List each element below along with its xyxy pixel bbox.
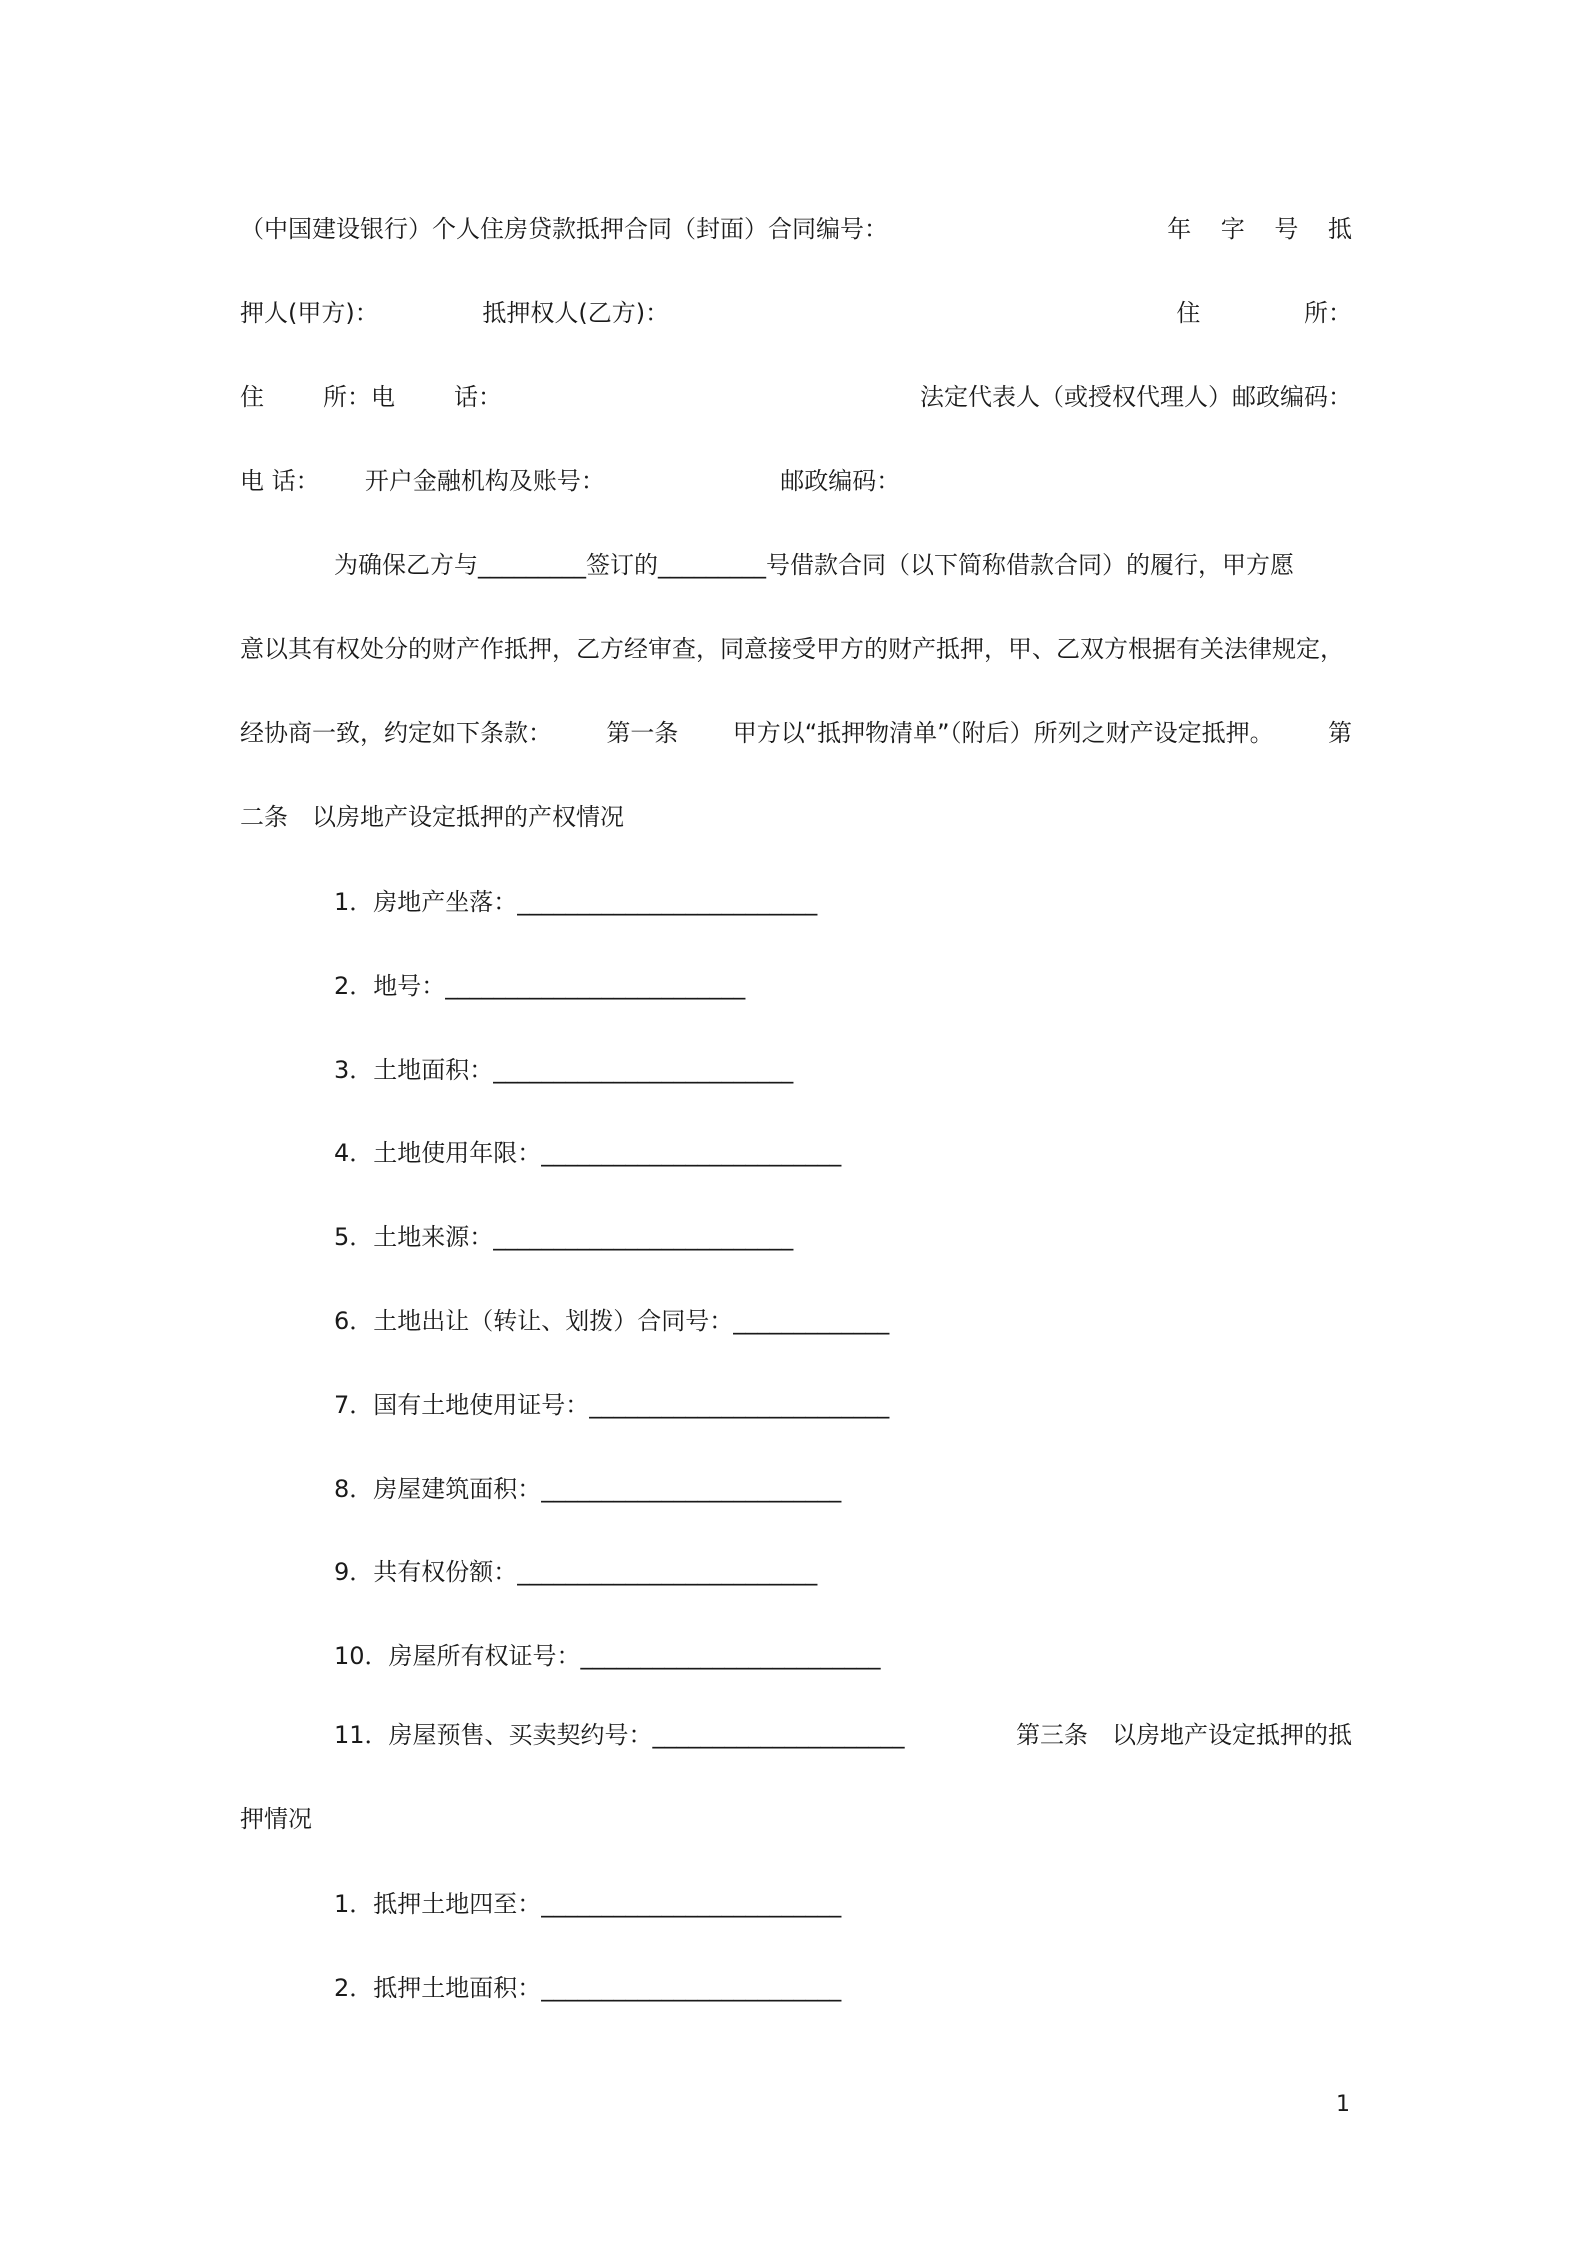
contact-line <box>240 380 1352 414</box>
item-11: 11．房屋预售、买卖契约号：_____________________ <box>334 1721 905 1749</box>
list-item: 1．房地产坐落：_________________________ <box>334 888 818 916</box>
list-item: 2．抵押土地面积：_________________________ <box>334 1974 842 2002</box>
article-3-heading: 第三条 以房地产设定抵押的抵 <box>1016 1721 1352 1749</box>
list-item: 6．土地出让（转让、划拨）合同号：_____________ <box>334 1307 890 1335</box>
intro-line-1: 为确保乙方与_________签订的_________号借款合同（以下简称借款合同）的履行，甲方愿 <box>334 551 1294 579</box>
postcode-label: 邮政编码： <box>780 467 901 495</box>
list-item: 10．房屋所有权证号：_________________________ <box>334 1642 881 1670</box>
item-11-line <box>334 1718 1352 1752</box>
address-label-a: 住 <box>1176 299 1201 327</box>
intro-line-3-a: 经协商一致，约定如下条款： <box>240 719 552 747</box>
bank-account-label: 开户金融机构及账号： <box>364 467 605 495</box>
mortgagor-label: 押人(甲方)： <box>240 299 379 327</box>
page-number: 1 <box>1336 2092 1350 2117</box>
intro-line-2: 意以其有权处分的财产作抵押，乙方经审查，同意接受甲方的财产抵押，甲、乙双方根据有关法律规定， <box>240 635 1344 663</box>
year-label: 年 <box>1167 215 1192 243</box>
parties-line <box>240 296 1352 330</box>
di-label: 抵 <box>1327 215 1352 243</box>
address-label-c: 住 <box>240 383 264 411</box>
list-item: 1．抵押土地四至：_________________________ <box>334 1890 842 1918</box>
mortgagee-label: 抵押权人(乙方)： <box>482 299 670 327</box>
address-phone-label: 所：电 <box>323 383 395 411</box>
legal-rep-label: 法定代表人（或授权代理人）邮政编码： <box>920 383 1352 411</box>
article-2-start: 第 <box>1328 719 1352 747</box>
article-1-text: 甲方以“抵押物清单”（附后）所列之财产设定抵押。 <box>732 719 1274 747</box>
char-label: 字 <box>1220 215 1245 243</box>
contact-line-2 <box>240 464 900 498</box>
article-1-label: 第一条 <box>606 719 679 747</box>
list-item: 8．房屋建筑面积：_________________________ <box>334 1475 842 1503</box>
contract-title-line <box>240 212 1352 246</box>
article-2-heading: 二条 以房地产设定抵押的产权情况 <box>240 803 624 831</box>
list-item: 3．土地面积：_________________________ <box>334 1056 794 1084</box>
list-item: 4．土地使用年限：_________________________ <box>334 1139 842 1167</box>
list-item: 9．共有权份额：_________________________ <box>334 1558 818 1586</box>
list-item: 5．土地来源：_________________________ <box>334 1223 794 1251</box>
phone-label-a: 话： <box>454 383 502 411</box>
article-3-heading-cont: 押情况 <box>240 1805 312 1833</box>
list-item: 7．国有土地使用证号：_________________________ <box>334 1391 890 1419</box>
address-label-b: 所： <box>1303 299 1352 327</box>
number-label: 号 <box>1274 215 1299 243</box>
list-item: 2．地号：_________________________ <box>334 972 746 1000</box>
intro-line-3 <box>240 716 1352 750</box>
phone-label-b: 电 话： <box>240 467 320 495</box>
contract-title: （中国建设银行）个人住房贷款抵押合同（封面）合同编号： <box>240 215 888 243</box>
